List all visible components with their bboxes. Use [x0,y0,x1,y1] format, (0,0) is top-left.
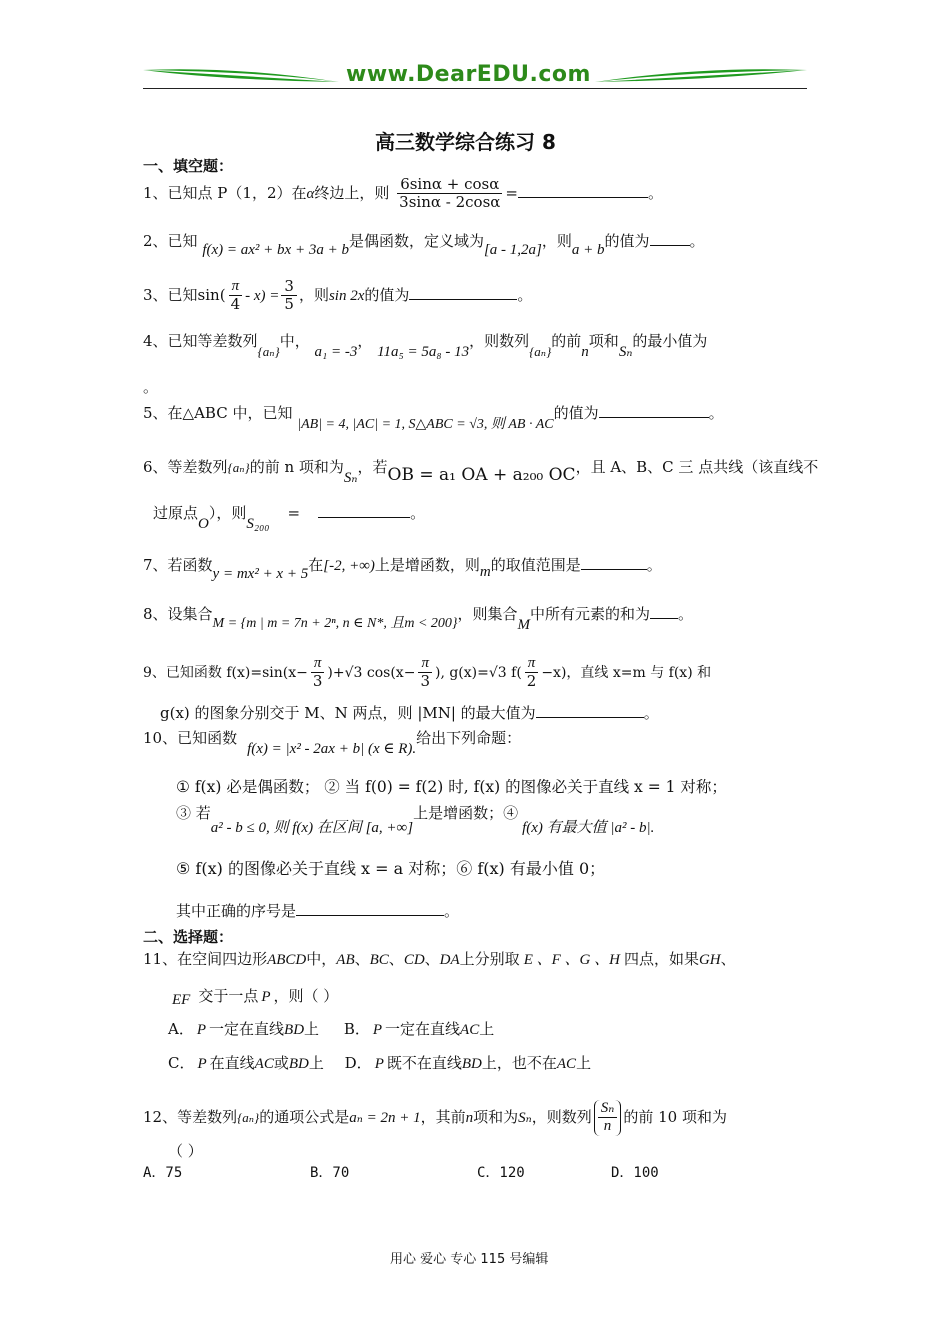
option-d[interactable]: D． P 既不在直线BD上，也不在AC上 [344,1054,592,1072]
option-a[interactable]: A．75 [143,1165,183,1181]
question-10-prop-5-6: ⑤ f(x) 的图像必关于直线 x = a 对称；⑥ f(x) 有最小值 0； [176,859,606,878]
question-6-line2: 过原点O），则S₂₀₀= 。 [153,504,426,532]
answer-blank[interactable] [518,183,648,198]
answer-blank[interactable] [296,901,444,916]
question-10-prop-3-4: ③ 若a² - b ≤ 0, 则 f(x) 在区间 [a, +∞]上是增函数；④f(x) 有最大值 |a² - b|. [176,804,655,836]
option-d[interactable]: D．100 [611,1165,659,1181]
answer-blank[interactable] [581,555,647,570]
question-11: 11、在空间四边形ABCD中，AB、BC、CD、DA上分别取 E 、F 、G 、H 四点，如果GH、 [143,950,736,968]
answer-blank[interactable] [650,231,690,246]
question-6: 6、等差数列{aₙ}的前 n 项和为Sₙ，若OB = a₁ OA + a₂₀₀ OC，且 A、B、C 三 点共线（该直线不 [143,458,819,486]
question-1: 1、已知点 P（1，2）在α终边上，则 $\frac{6\sin\alpha + \cos\alpha}{3\sin\alpha - 2\cos\alpha}$ = 。 [143,175,664,212]
question-10: 10、已知函数f(x) = |x² - 2ax + b| (x ∈ R).给出下列命题： [143,729,522,757]
question-8: 8、设集合M = {m | m = 7n + 2ⁿ, n ∈ N*, 且m < 200}，则集合M中所有元素的和为 。 [143,605,694,633]
header-rule [143,88,807,89]
fraction: $\frac{6\sin\alpha + \cos\alpha}{3\sin\alpha - 2\cos\alpha}$ [399,175,501,212]
option-c[interactable]: C．120 [477,1165,525,1181]
site-logo-text: www.DearEDU.com [346,62,591,87]
page-title: 高三数学综合练习 8 [375,130,556,154]
question-2: 2、已知 f(x) = ax² + bx + 3a + b是偶函数，定义域为[a - 1,2a]，则a + b的值为 。 [143,232,705,258]
question-11-options-ab [168,1018,494,1039]
question-10-answer: 其中正确的序号是 。 [176,902,460,920]
option-c[interactable]: C． P 在直线AC或BD上 [168,1054,324,1072]
answer-blank[interactable] [650,604,678,619]
answer-blank[interactable] [409,285,517,300]
question-12: 12、等差数列{aₙ}的通项公式是aₙ = 2n + 1，其前n项和为Sₙ，则数列 $\frac{\text{Sₙ}}{n}$ 的前 10 项和为 [143,1100,727,1135]
question-12-options [143,1162,659,1182]
question-9: 9、已知函数 f(x)=sin(x− $\frac{\pi}{3}$ )+√3 cos(x− $\frac{\pi}{3}$ ), g(x)=√3 f( $\frac{\pi}{2}$ −x)，直线 x=m 与 f(x) 和 [143,655,712,691]
option-b[interactable]: B． P 一定在直线AC上 [343,1020,495,1038]
page-footer: 用心 爱心 专心 115 号编辑 [390,1252,549,1267]
section-heading-choice: 二、选择题： [143,928,234,946]
question-4-end: 。 [143,378,159,396]
question-10-prop-1-2: ① f(x) 必是偶函数； ② 当 f(0) = f(2) 时, f(x) 的图像必关于直线 x = 1 对称； [176,778,727,796]
section-heading-fill-in: 一、填空题： [143,157,234,175]
question-11-options-cd [168,1052,591,1073]
question-11-line2: EF 交于一点 P ，则（ ） [172,987,339,1008]
answer-blank[interactable] [599,403,709,418]
option-b[interactable]: B．70 [310,1165,350,1181]
answer-blank[interactable] [318,503,410,518]
answer-blank[interactable] [536,703,644,718]
option-a[interactable]: A． P 一定在直线BD上 [168,1020,320,1038]
question-3: 3、已知sin( $\frac{\pi}{4}$ - x) = $\frac{3}{5}$ ，则sin 2x的值为 。 [143,277,533,314]
question-7: 7、若函数y = mx² + x + 5在[-2, +∞)上是增函数，则m的取值范围是 。 [143,556,662,582]
question-12-paren: （ ） [168,1142,203,1160]
question-5: 5、在△ABC 中，已知 |AB| = 4, |AC| = 1, S△ABC = √3, 则 AB · AC的值为 。 [143,404,724,432]
question-4: 4、已知等差数列{aₙ}中， a₁ = -3， 11a₅ = 5a₈ - 13，则数列{aₙ}的前n项和Sₙ的最小值为 [143,332,708,360]
question-9-line2: g(x) 的图象分别交于 M、N 两点，则 |MN| 的最大值为 。 [160,704,659,722]
